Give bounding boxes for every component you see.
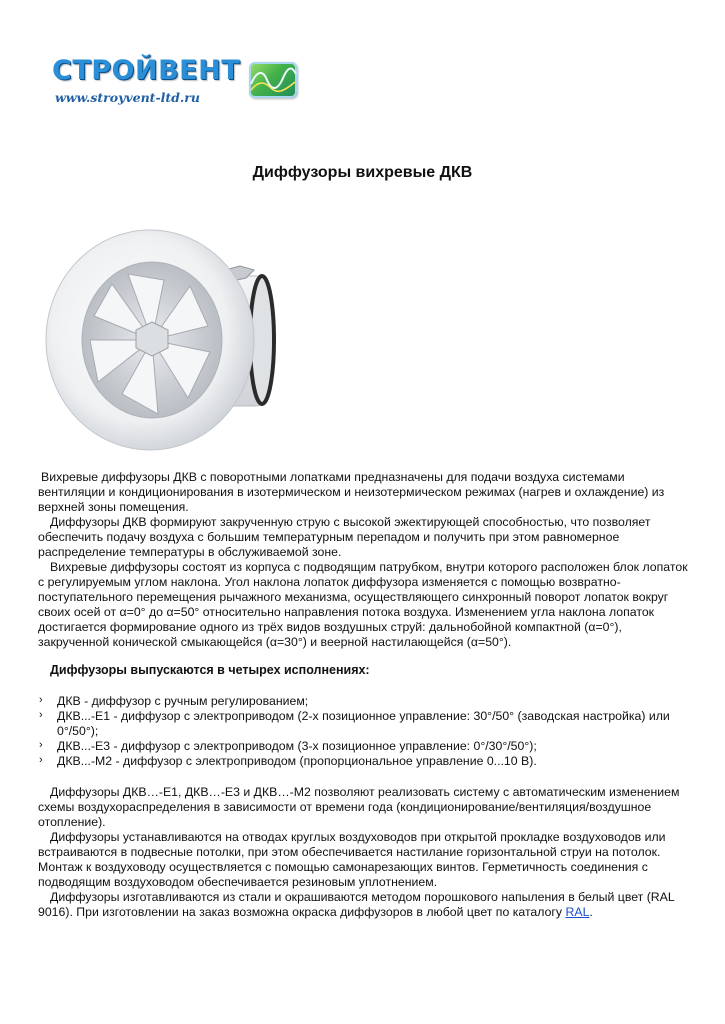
paragraph-text: Диффузоры изготавливаются из стали и окрашиваются методом порошкового напыления в белый цвет (RAL 9016). При изготовлении на заказ возможна окраска диффузоров в любой цвет по каталогу <box>38 890 675 919</box>
wave-chart-icon <box>249 62 297 98</box>
page-title: Диффузоры вихревые ДКВ <box>252 164 473 181</box>
description-block <box>38 470 688 650</box>
paragraph: Диффузоры ДКВ…-Е1, ДКВ…-Е3 и ДКВ…-М2 позволяют реализовать систему с автоматическим изменением схемы воздухораспределения в зависимости от времени года (кондиционирование/вентиляция/воздушное отопление). <box>38 785 680 829</box>
paragraph-finish <box>38 890 688 920</box>
company-logo[interactable] <box>52 56 302 112</box>
paragraph: Диффузоры устанавливаются на отводах круглых воздуховодов при открытой прокладке воздуховодов или встраиваются в подвесные потолки, при этом обеспечивается настилание горизонтальной струи на потолок. Монтаж к воздуховоду осуществляется с помощью самонарезающих винтов. Герметичность соединения с подводящим воздуховодом обеспечивается резиновым уплотнением. <box>38 830 666 889</box>
paragraph-end: . <box>589 905 593 919</box>
versions-heading: Диффузоры выпускаются в четырех исполнениях: <box>50 663 370 677</box>
list-item: › ДКВ...-М2 - диффузор с электроприводом (пропорциональное управление 0...10 В). <box>38 754 688 769</box>
paragraph: Диффузоры ДКВ формируют закрученную струю с высокой эжектирующей способностью, что позволяет обеспечить подачу воздуха с большим температурным перепадом и получить при этом равномерное распределение температуры в обслуживаемой зоне. <box>38 515 651 559</box>
versions-list <box>38 694 688 769</box>
diffuser-product-photo <box>40 222 276 458</box>
details-block <box>38 785 688 920</box>
paragraph: Вихревые диффузоры состоят из корпуса с подводящим патрубком, внутри которого расположен блок лопаток с регулируемым углом наклона. Угол наклона лопаток диффузора изменяется с помощью возвратно-поступательного перемещения рычажного механизма, осуществляющего синхронный поворот лопаток вокруг своих осей от α=0° до α=50° относительно направления потока воздуха. Изменением угла наклона лопаток достигается формирование одного из трёх видов воздушных струй: дальнобойной компактной (α=0°), закрученной конической смыкающейся (α=30°) и веерной настилающейся (α=50°). <box>38 560 688 649</box>
logo-title: СТРОЙВЕНТ <box>52 55 241 86</box>
ral-catalog-link[interactable]: RAL <box>565 905 590 919</box>
list-item: › ДКВ...-Е3 - диффузор с электроприводом (3-х позиционное управление: 0°/30°/50°); <box>38 739 688 754</box>
list-item: › ДКВ...-Е1 - диффузор с электроприводом (2-х позиционное управление: 30°/50° (заводская настройка) или 0°/50°); <box>38 709 688 739</box>
logo-url: www.stroyvent-ltd.ru <box>55 90 200 105</box>
list-item: › ДКВ - диффузор с ручным регулированием; <box>38 694 688 709</box>
paragraph: Вихревые диффузоры ДКВ с поворотными лопатками предназначены для подачи воздуха системами вентиляции и кондиционирования в изотермическом и неизотермическом режимах (нагрев и охлаждение) из верхней зоны помещения. <box>38 470 665 514</box>
